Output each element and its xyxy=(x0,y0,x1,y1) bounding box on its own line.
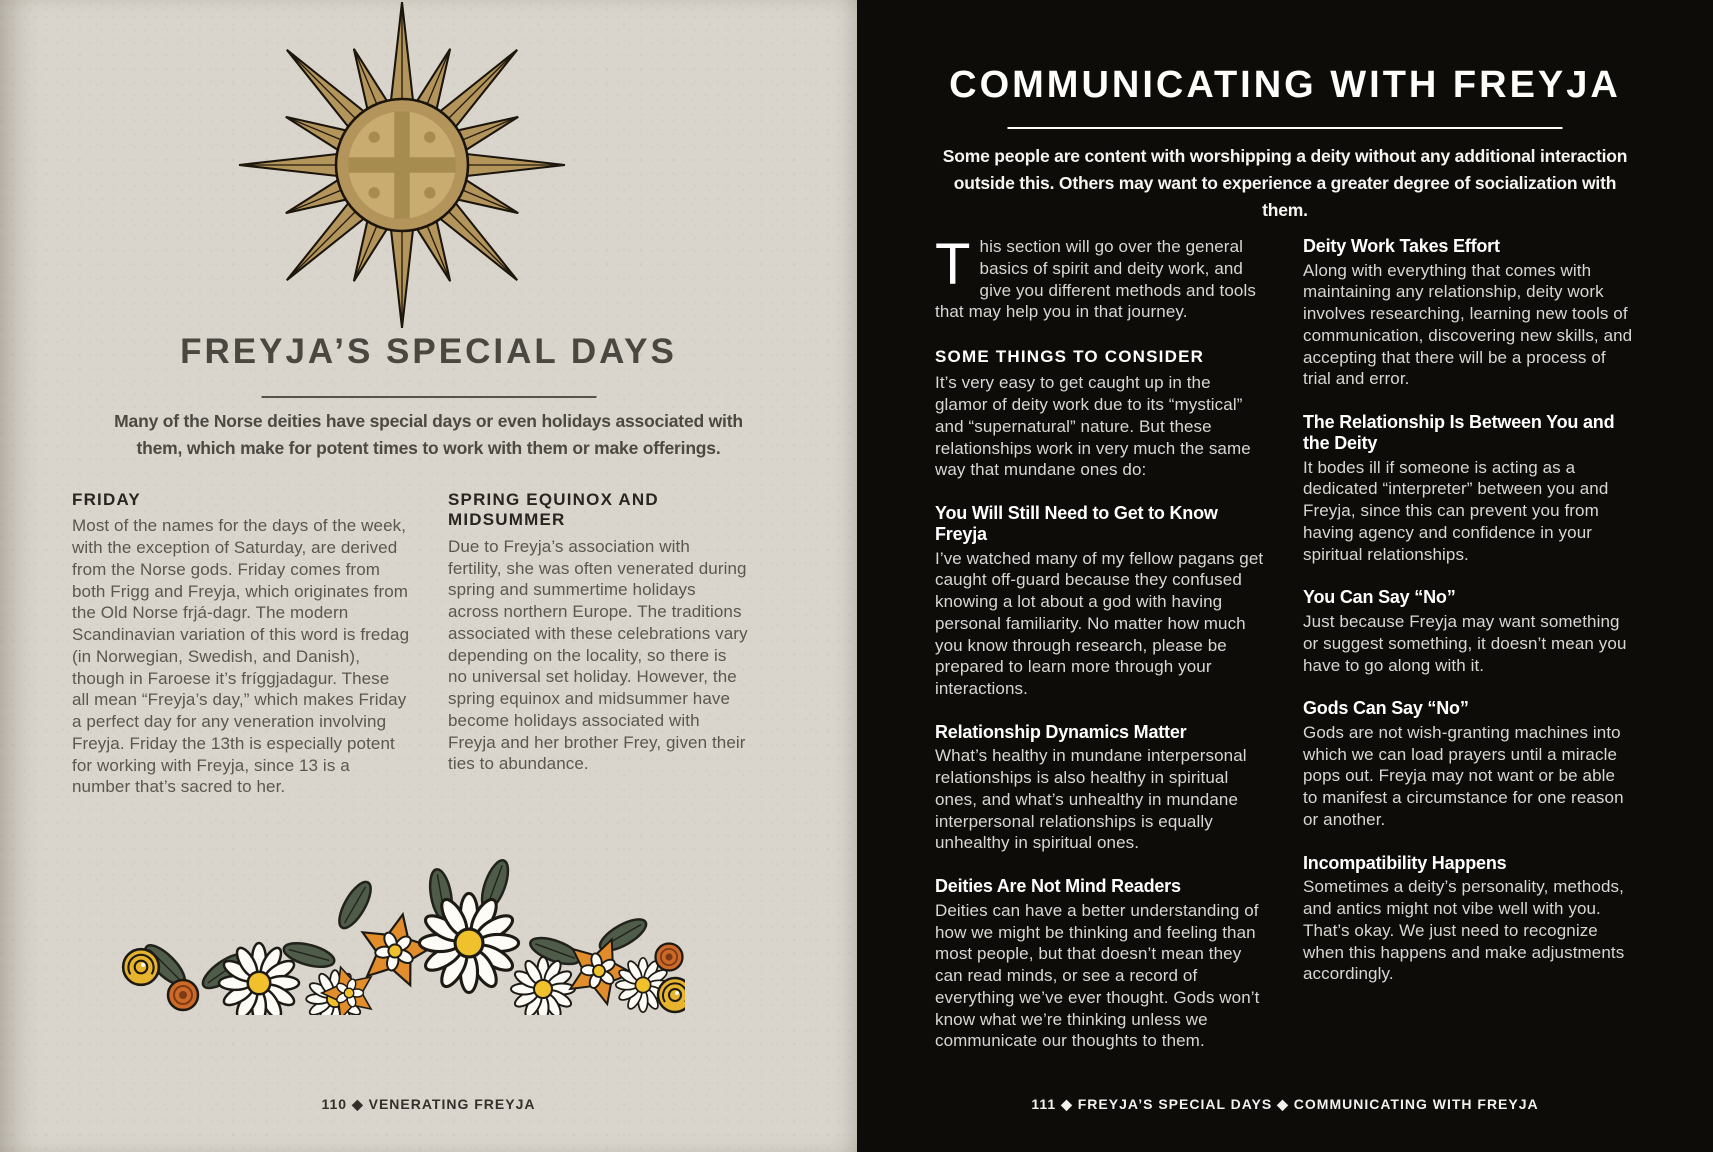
deity-work-heading: Deity Work Takes Effort xyxy=(1303,236,1500,256)
mind-readers-section xyxy=(935,876,1265,1052)
equinox-heading: SPRING EQUINOX AND MIDSUMMER xyxy=(448,490,659,530)
mind-readers-body: Deities can have a better understanding of how we might be thinking and feeling than most people, but that doesn’t mean they can read minds, or see a record of everything we’ve ever thought. Gods won’t know what we’re thinking unless we communicate our thoughts to them. xyxy=(935,900,1260,1051)
incompatibility-body: Sometimes a deity’s personality, methods, and antics might not vibe well with you. That’s okay. We just need to recognize when this happens and make adjustments accordingly. xyxy=(1303,877,1625,984)
you-can-say-no-body: Just because Freyja may want something or suggest something, it doesn’t mean you have to go along with it. xyxy=(1303,612,1627,675)
gods-can-say-no-body: Gods are not wish-granting machines into which we can load prayers until a miracle pops out. Freyja may not want or be able to manifest a circumstance for one reason or another. xyxy=(1303,722,1624,829)
right-page-intro: Some people are content with worshipping a deity without any additional interaction outside this. Others may want to experience a greater degree of socialization with them. xyxy=(942,146,1628,221)
opening-paragraph xyxy=(935,232,1265,323)
right-page-columns xyxy=(935,232,1633,1052)
between-you-section xyxy=(1303,412,1633,565)
gods-can-say-no-section xyxy=(1303,698,1633,830)
know-freyja-body: I’ve watched many of my fellow pagans get caught off-guard because they confused knowing a lot about a god with having personal familiarity. No matter how much you know through research, please be prepared to learn more through your interactions. xyxy=(935,548,1264,699)
know-freyja-heading: You Will Still Need to Get to Know Freyja xyxy=(935,503,1218,544)
mind-readers-heading: Deities Are Not Mind Readers xyxy=(935,876,1181,897)
left-page-intro: Many of the Norse deities have special days or even holidays associated with them, which make for potent times to work with them or make offerings. xyxy=(114,411,743,459)
floral-garland-icon xyxy=(103,843,685,1015)
deity-work-section xyxy=(1303,236,1633,390)
between-you-heading: The Relationship Is Between You and the Deity xyxy=(1303,412,1615,453)
right-page-column-1 xyxy=(935,232,1265,1052)
title-underline xyxy=(261,396,596,398)
right-page-column-2 xyxy=(1303,236,1633,1052)
relationship-dynamics-body: What’s healthy in mundane interpersonal relationships is also healthy in spiritual ones, and what’s unhealthy in mundane interpersonal relationships is equally unhealthy in spiritual ones. xyxy=(935,746,1247,853)
friday-heading: FRIDAY xyxy=(72,490,141,509)
gods-can-say-no-heading: Gods Can Say “No” xyxy=(1303,698,1469,719)
sun-wheel-star-icon xyxy=(237,0,567,330)
consider-heading: SOME THINGS TO CONSIDER xyxy=(935,347,1205,366)
deity-work-body: Along with everything that comes with maintaining any relationship, deity work involves researching, learning new tools of communication, discovering new skills, and accepting that there will be a process of trial and error. xyxy=(1303,260,1633,389)
consider-body: It’s very easy to get caught up in the glamor of deity work due to its “mystical” and “supernatural” nature. But these relationships work in very much the same way that mundane ones do: xyxy=(935,373,1251,480)
you-can-say-no-section xyxy=(1303,587,1633,676)
friday-body: Most of the names for the days of the week, with the exception of Saturday, are derived from the Norse gods. Friday comes from both Frigg and Freyja, which originates from the Old Norse frjá-dagr. The modern Scandinavian variation of this word is fredag (in Norwegian, Swedish, and Danish), though in Faroese it’s fríggjadagur. These all mean “Freyja’s day,” which makes Friday a perfect day for any veneration involving Freyja. Friday the 13th is especially potent for working with Freyja, since 13 is a number that’s sacred to her. xyxy=(72,516,410,797)
drop-cap: T xyxy=(935,232,971,297)
right-page xyxy=(857,0,1713,1152)
between-you-body: It bodes ill if someone is acting as a dedicated “interpreter” between you and Freyja, since this can prevent you from having agency and confidence in your spiritual relationships. xyxy=(1303,457,1609,564)
consider-section xyxy=(935,347,1265,481)
equinox-body: Due to Freyja’s association with fertility, she was often venerated during spring and summertime holidays across northern Europe. The traditions associated with these celebrations vary depending on the locality, so there is no universal set holiday. However, the spring equinox and midsummer have become holidays associated with Freyja and her brother Frey, given their ties to abundance. xyxy=(448,536,748,774)
relationship-dynamics-section xyxy=(935,722,1265,854)
relationship-dynamics-heading: Relationship Dynamics Matter xyxy=(935,721,1187,742)
left-page-footer: 110 ◆ VENERATING FREYJA xyxy=(321,1096,536,1112)
friday-section xyxy=(72,490,410,798)
title-underline xyxy=(1008,127,1563,129)
equinox-section xyxy=(448,490,748,798)
left-page-columns xyxy=(72,490,748,798)
left-page-title: FREYJA’S SPECIAL DAYS xyxy=(180,332,677,371)
opening-text: his section will go over the general basics of spirit and deity work, and give you different methods and tools that may help you in that journey. xyxy=(935,237,1256,322)
right-page-footer: 111 ◆ FREYJA’S SPECIAL DAYS ◆ COMMUNICATING WITH FREYJA xyxy=(1031,1096,1539,1112)
know-freyja-section xyxy=(935,503,1265,700)
incompatibility-section xyxy=(1303,853,1633,985)
incompatibility-heading: Incompatibility Happens xyxy=(1303,852,1507,873)
you-can-say-no-heading: You Can Say “No” xyxy=(1303,587,1456,608)
right-page-title: COMMUNICATING WITH FREYJA xyxy=(949,64,1621,106)
